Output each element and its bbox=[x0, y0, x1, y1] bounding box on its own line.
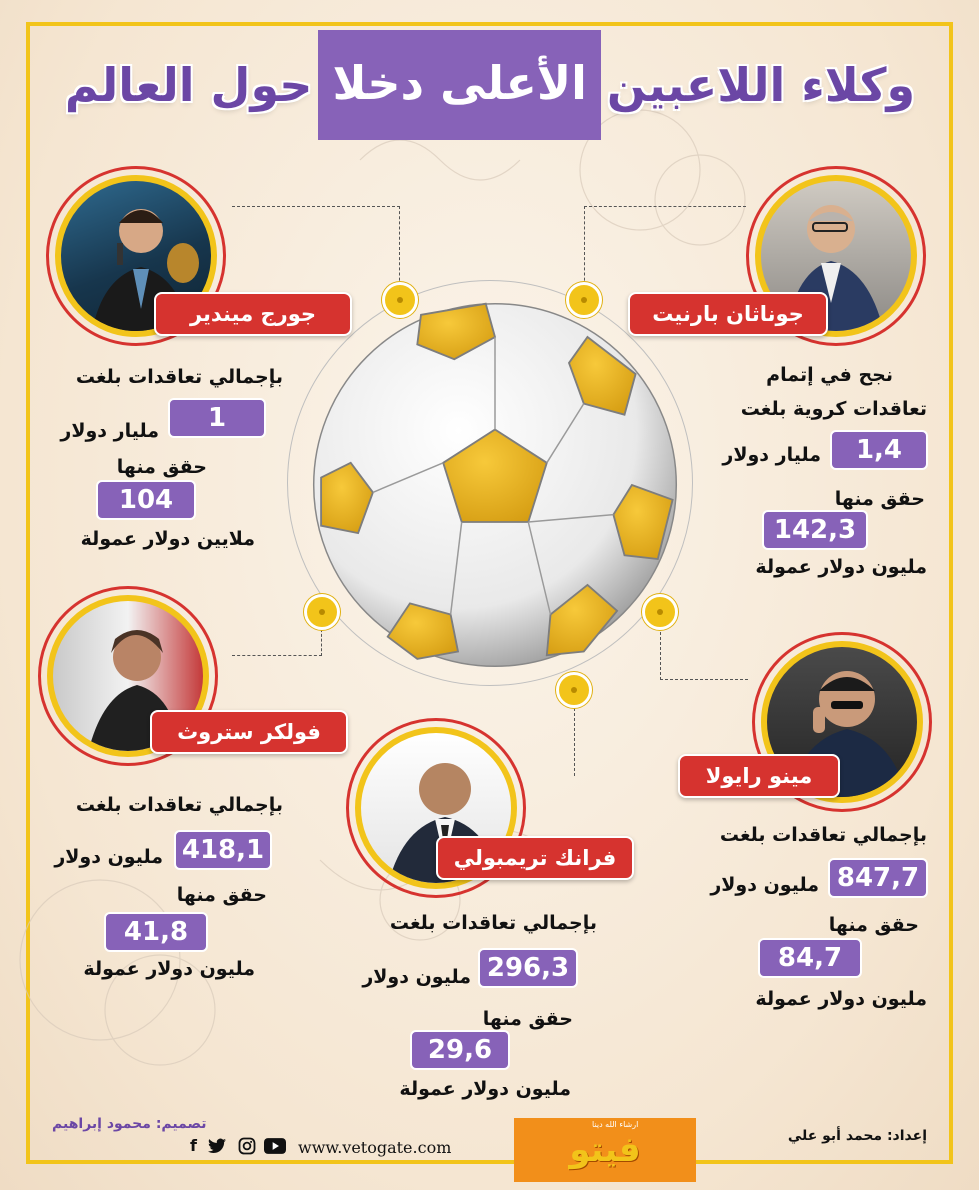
barnett-line1b: تعاقدات كروية بلغت bbox=[740, 398, 927, 420]
mendes-unit2: ملايين دولار عمولة bbox=[80, 528, 255, 550]
orbit-dot-4 bbox=[642, 594, 678, 630]
mendes-line2: حقق منها bbox=[116, 456, 207, 478]
trembouly-unit1: مليون دولار bbox=[362, 966, 471, 988]
struth-name: فولكر ستروث bbox=[150, 710, 348, 754]
title-highlight: الأعلى دخلا bbox=[318, 30, 600, 140]
barnett-line1a: نجح في إتمام bbox=[766, 364, 893, 386]
mendes-value2: 104 bbox=[96, 480, 196, 520]
preparer-credit: إعداد: محمد أبو علي bbox=[787, 1128, 927, 1144]
mendes-name: جورج ميندير bbox=[154, 292, 352, 336]
soccer-ball-icon bbox=[310, 300, 680, 670]
orbit-dot-1 bbox=[382, 282, 418, 318]
struth-value1: 418,1 bbox=[174, 830, 272, 870]
youtube-icon[interactable] bbox=[264, 1138, 286, 1154]
title-right: وكلاء اللاعبين bbox=[606, 58, 916, 112]
barnett-name: جوناثان بارنيت bbox=[628, 292, 828, 336]
trembouly-name: فرانك تريمبولي bbox=[436, 836, 634, 880]
logo-tagline: ارشاء الله دينا bbox=[592, 1120, 639, 1129]
raiola-unit2: مليون دولار عمولة bbox=[755, 988, 927, 1010]
mendes-line1: بإجمالي تعاقدات بلغت bbox=[75, 366, 283, 388]
title-left: حول العالم bbox=[64, 58, 313, 112]
struth-unit2: مليون دولار عمولة bbox=[83, 958, 255, 980]
connector-mendes bbox=[232, 206, 400, 296]
trembouly-unit2: مليون دولار عمولة bbox=[399, 1078, 571, 1100]
orbit-dot-2 bbox=[566, 282, 602, 318]
mendes-unit1: مليار دولار bbox=[60, 420, 159, 442]
barnett-line2: حقق منها bbox=[834, 488, 925, 510]
raiola-name: مينو رايولا bbox=[678, 754, 840, 798]
instagram-icon[interactable] bbox=[238, 1137, 256, 1155]
title bbox=[60, 30, 920, 140]
raiola-line1: بإجمالي تعاقدات بلغت bbox=[719, 824, 927, 846]
barnett-unit2: مليون دولار عمولة bbox=[755, 556, 927, 578]
barnett-value2: 142,3 bbox=[762, 510, 868, 550]
struth-unit1: مليون دولار bbox=[54, 846, 163, 868]
trembouly-line1: بإجمالي تعاقدات بلغت bbox=[389, 912, 597, 934]
struth-value2: 41,8 bbox=[104, 912, 208, 952]
orbit-dot-5 bbox=[556, 672, 592, 708]
orbit-dot-3 bbox=[304, 594, 340, 630]
struth-line2: حقق منها bbox=[176, 884, 267, 906]
raiola-unit1: مليون دولار bbox=[710, 874, 819, 896]
barnett-unit1: مليار دولار bbox=[722, 444, 821, 466]
barnett-value1: 1,4 bbox=[830, 430, 928, 470]
connector-barnett bbox=[584, 206, 746, 296]
veto-logo-text: فيتو bbox=[569, 1130, 641, 1170]
mendes-value1: 1 bbox=[168, 398, 266, 438]
trembouly-value2: 29,6 bbox=[410, 1030, 510, 1070]
struth-line1: بإجمالي تعاقدات بلغت bbox=[75, 794, 283, 816]
trembouly-line2: حقق منها bbox=[482, 1008, 573, 1030]
facebook-icon[interactable]: f bbox=[190, 1136, 197, 1155]
raiola-line2: حقق منها bbox=[828, 914, 919, 936]
raiola-value2: 84,7 bbox=[758, 938, 862, 978]
designer-credit: تصميم: محمود إبراهيم bbox=[52, 1116, 207, 1132]
trembouly-value1: 296,3 bbox=[478, 948, 578, 988]
twitter-icon[interactable] bbox=[208, 1138, 226, 1154]
raiola-value1: 847,7 bbox=[828, 858, 928, 898]
website-url[interactable]: www.vetogate.com bbox=[298, 1138, 452, 1157]
